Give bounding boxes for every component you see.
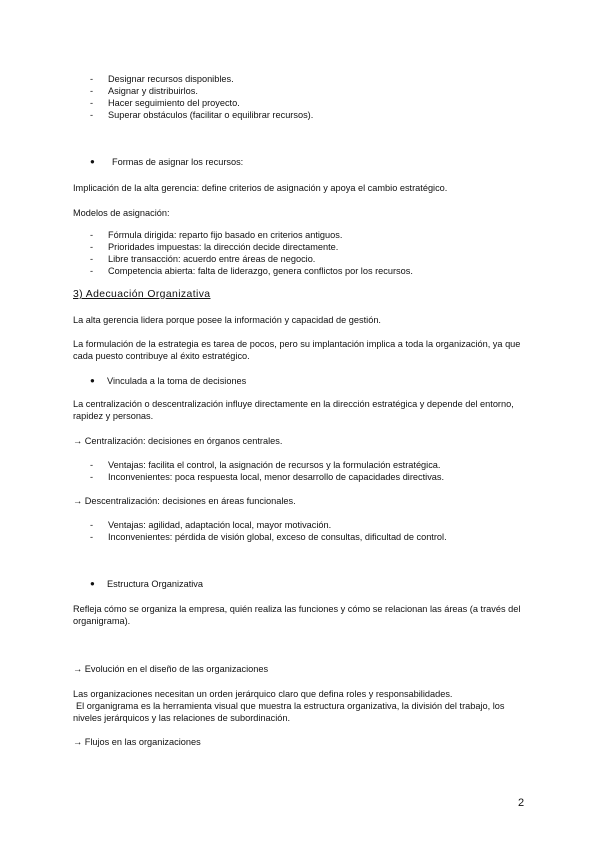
dash-marker: - — [90, 266, 94, 276]
dash-marker: - — [90, 98, 94, 108]
paragraph-formulacion-line2: cada puesto contribuye al éxito estratégico. — [73, 351, 250, 361]
bullet-marker: ● — [90, 376, 95, 385]
dash-marker: - — [90, 254, 94, 264]
paragraph-organigrama-line2: niveles jerárquicos y las relaciones de subordinación. — [73, 713, 291, 723]
paragraph-flujos: → Flujos en las organizaciones — [73, 737, 201, 747]
list-item-text: Ventajas: agilidad, adaptación local, mayor motivación. — [108, 520, 332, 530]
paragraph-organigrama-line1: El organigrama es la herramienta visual que muestra la estructura organizativa, la división del trabajo, los — [76, 701, 505, 711]
paragraph-centralizacion-line1: La centralización o descentralización influye directamente en la dirección estratégica y depende del entorno, — [73, 399, 514, 409]
list-item-text: Ventajas: facilita el control, la asignación de recursos y la formulación estratégica. — [108, 460, 441, 470]
list-item-text: Competencia abierta: falta de liderazgo, genera conflictos por los recursos. — [108, 266, 413, 276]
list-item-text: Libre transacción: acuerdo entre áreas de negocio. — [108, 254, 316, 264]
bullet-marker: ● — [90, 579, 95, 588]
paragraph-refleja-line1: Refleja cómo se organiza la empresa, quién realiza las funciones y cómo se relacionan las áreas (a través del — [73, 604, 521, 614]
dash-marker: - — [90, 230, 94, 240]
paragraph-centralizacion-def: → Centralización: decisiones en órganos centrales. — [73, 436, 283, 446]
bullet-text: Vinculada a la toma de decisiones — [107, 376, 247, 386]
paragraph-implicacion: Implicación de la alta gerencia: define criterios de asignación y apoya el cambio estratégico. — [73, 183, 448, 193]
list-item-text: Superar obstáculos (facilitar o equilibrar recursos). — [108, 110, 314, 120]
list-item-text: Inconvenientes: poca respuesta local, menor desarrollo de capacidades directivas. — [108, 472, 445, 482]
paragraph-organizaciones: Las organizaciones necesitan un orden jerárquico claro que defina roles y responsabilidades. — [73, 689, 453, 699]
dash-marker: - — [90, 86, 94, 96]
list-item-text: Designar recursos disponibles. — [108, 74, 234, 84]
list-item-text: Prioridades impuestas: la dirección decide directamente. — [108, 242, 339, 252]
list-item-text: Asignar y distribuirlos. — [108, 86, 198, 96]
dash-marker: - — [90, 74, 94, 84]
paragraph-refleja-line2: organigrama). — [73, 616, 131, 626]
dash-marker: - — [90, 242, 94, 252]
paragraph-alta-gerencia: La alta gerencia lidera porque posee la información y capacidad de gestión. — [73, 315, 381, 325]
dash-marker: - — [90, 460, 94, 470]
paragraph-descentralizacion-def: → Descentralización: decisiones en áreas funcionales. — [73, 496, 296, 506]
list-item-text: Inconvenientes: pérdida de visión global, exceso de consultas, dificultad de control. — [108, 532, 447, 542]
dash-marker: - — [90, 532, 94, 542]
dash-marker: - — [90, 520, 94, 530]
dash-marker: - — [90, 110, 94, 120]
list-item-text: Fórmula dirigida: reparto fijo basado en criterios antiguos. — [108, 230, 343, 240]
list-item-text: Hacer seguimiento del proyecto. — [108, 98, 240, 108]
paragraph-centralizacion-line2: rapidez y personas. — [73, 411, 154, 421]
page-number: 2 — [518, 797, 525, 809]
paragraph-modelos-title: Modelos de asignación: — [73, 208, 170, 218]
section-heading: 3) Adecuación Organizativa — [73, 289, 211, 300]
bullet-text: Formas de asignar los recursos: — [112, 157, 244, 167]
dash-marker: - — [90, 472, 94, 482]
bullet-text: Estructura Organizativa — [107, 579, 203, 589]
paragraph-evolucion: → Evolución en el diseño de las organizaciones — [73, 664, 269, 674]
paragraph-formulacion-line1: La formulación de la estrategia es tarea de pocos, pero su implantación implica a toda la organización, ya que — [73, 339, 521, 349]
bullet-marker: ● — [90, 157, 95, 166]
